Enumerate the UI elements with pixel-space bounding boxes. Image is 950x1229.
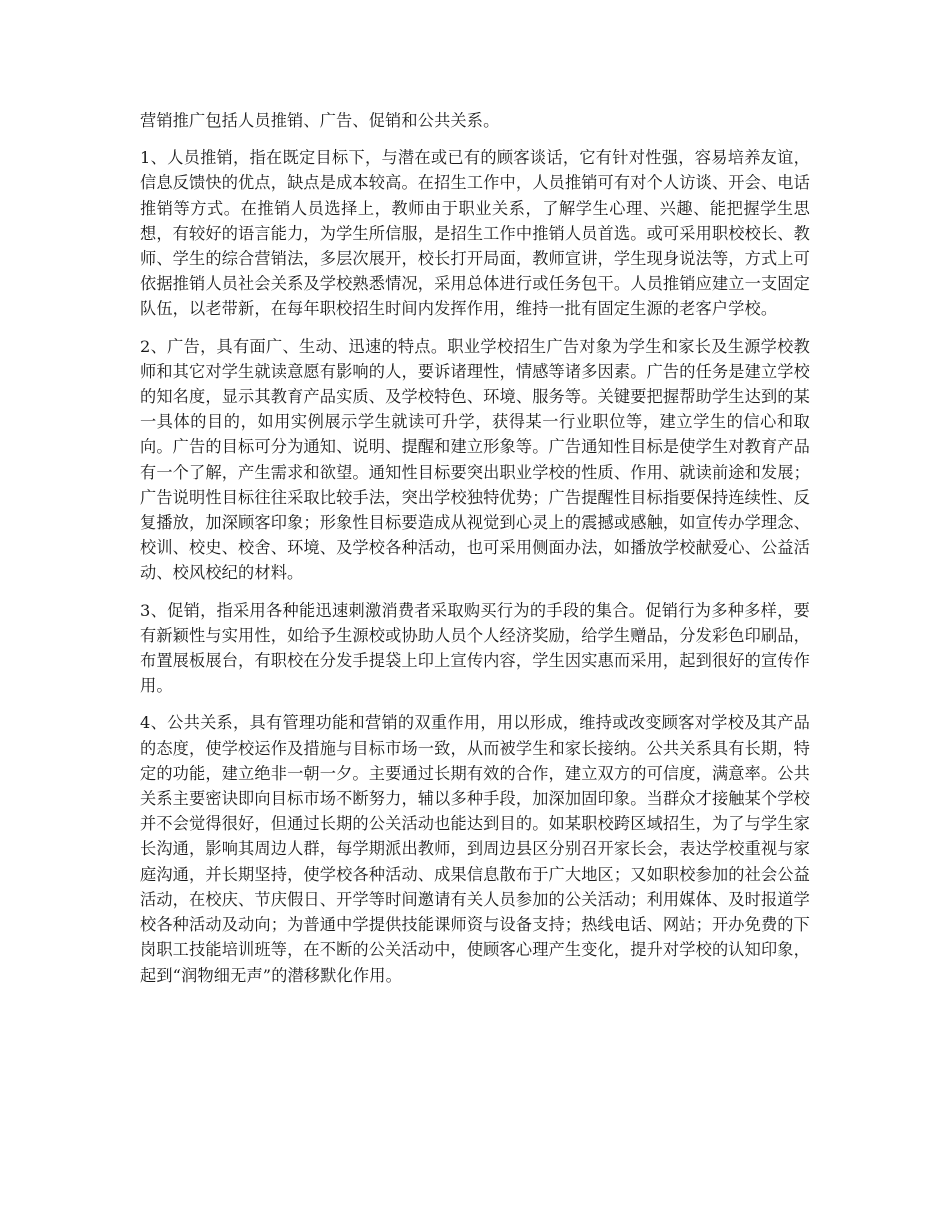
intro-paragraph: 营销推广包括人员推销、广告、促销和公共关系。 xyxy=(140,111,500,130)
paragraph-personal-selling: 1、人员推销，指在既定目标下，与潜在或已有的顾客谈话，它有针对性强，容易培养友谊，信息反馈快的优点，缺点是成本较高。在招生工作中，人员推销可有对个人访谈、开会、电话推销等方式。在推销人员选择上，教师由于职业关系，了解学生心理、兴趣、能把握学生思想，有较好的语言能力，为学生所信服，是招生工作中推销人员首选。或可采用职校校长、教师、学生的综合营销法，多层次展开，校长打开局面，教师宣讲，学生现身说法等，方式上可依据推销人员社会关系及学校熟悉情况，采用总体进行或任务包干。人员推销应建立一支固定队伍，以老带新，在每年职校招生时间内发挥作用，维持一批有固定生源的老客户学校。 xyxy=(140,148,810,319)
paragraph-public-relations: 4、公共关系，具有管理功能和营销的双重作用，用以形成，维持或改变顾客对学校及其产品的态度，使学校运作及措施与目标市场一致，从而被学生和家长接纳。公共关系具有长期，特定的功能，建立绝非一朝一夕。主要通过长期有效的合作，建立双方的可信度，满意率。公共关系主要密诀即向目标市场不断努力，辅以多种手段，加深加固印象。当群众才接触某个学校并不会觉得很好，但通过长期的公关活动也能达到目的。如某职校跨区域招生，为了与学生家长沟通，影响其周边人群，每学期派出教师，到周边县区分别召开家长会，表达学校重视与家庭沟通，并长期坚持，使学校各种活动、成果信息散布于广大地区；又如职校参加的社会公益活动，在校庆、节庆假日、开学等时间邀请有关人员参加的公关活动；利用媒体、及时报道学校各种活动及动向；为普通中学提供技能课师资与设备支持；热线电话、网站；开办免费的下岗职工技能培训班等，在不断的公关活动中，使顾客心理产生变化，提升对学校的认知印象，起到“润物细无声”的潜移默化作用。 xyxy=(140,713,810,985)
paragraph-promotion: 3、促销，指采用各种能迅速刺激消费者采取购买行为的手段的集合。促销行为多种多样，要有新颖性与实用性，如给予生源校或协助人员个人经济奖励，给学生赠品，分发彩色印刷品，布置展板展台，有职校在分发手提袋上印上宣传内容，学生因实惠而采用，起到很好的宣传作用。 xyxy=(140,600,810,696)
document-body xyxy=(140,108,810,1000)
paragraph-advertising: 2、广告，具有面广、生动、迅速的特点。职业学校招生广告对象为学生和家长及生源学校教师和其它对学生就读意愿有影响的人，要诉诸理性，情感等诸多因素。广告的任务是建立学校的知名度，显示其教育产品实质、及学校特色、环境、服务等。关键要把握帮助学生达到的某一具体的目的，如用实例展示学生就读可升学，获得某一行业职位等，建立学生的信心和取向。广告的目标可分为通知、说明、提醒和建立形象等。广告通知性目标是使学生对教育产品有一个了解，产生需求和欲望。通知性目标要突出职业学校的性质、作用、就读前途和发展；广告说明性目标往往采取比较手法，突出学校独特优势；广告提醒性目标指要保持连续性、反复播放，加深顾客印象；形象性目标要造成从视觉到心灵上的震撼或感触，如宣传办学理念、校训、校史、校舍、环境、及学校各种活动，也可采用侧面办法，如播放学校献爱心、公益活动、校风校纪的材料。 xyxy=(140,336,810,583)
